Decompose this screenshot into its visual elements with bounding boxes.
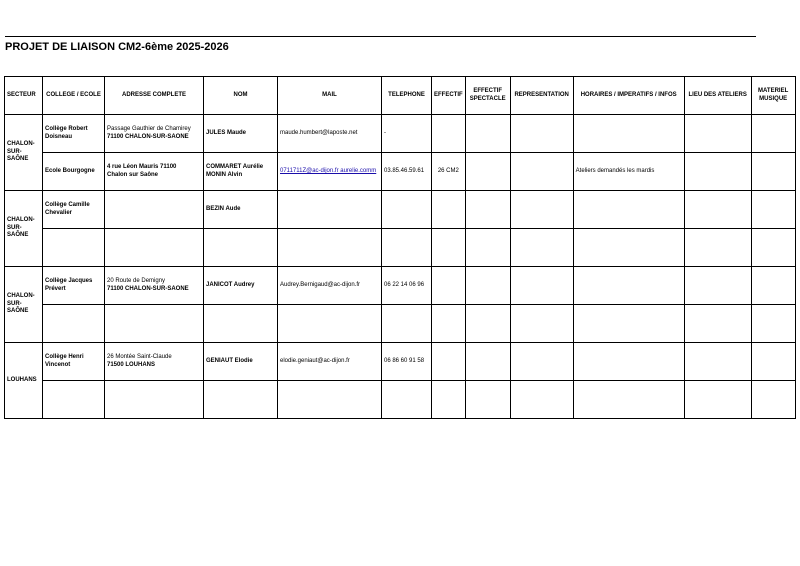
address-line-2: 71500 LOUHANS <box>107 361 156 368</box>
address-line-1: Passage Gauthier de Chamirey <box>107 126 191 132</box>
address-line-2: Chalon sur Saône <box>107 171 159 178</box>
college-cell <box>43 305 105 343</box>
representation-cell <box>510 305 573 343</box>
telephone-cell <box>382 381 432 419</box>
telephone-cell <box>382 191 432 229</box>
table-row <box>5 267 796 305</box>
lieu-cell <box>684 381 751 419</box>
effectif-spectacle-cell <box>465 153 510 191</box>
address-line-1: 26 Montée Saint-Claude <box>107 354 172 360</box>
liaison-table <box>4 76 796 419</box>
sector-cell: CHALON-SUR-SAÔNE <box>5 115 43 191</box>
effectif-spectacle-cell <box>465 191 510 229</box>
effectif-cell <box>432 115 466 153</box>
materiel-cell <box>751 153 795 191</box>
college-cell <box>43 229 105 267</box>
college-cell: Collège Camille Chevalier <box>43 191 105 229</box>
telephone-cell: - <box>382 115 432 153</box>
materiel-cell <box>751 343 795 381</box>
header-representation: REPRESENTATION <box>510 77 573 115</box>
representation-cell <box>510 381 573 419</box>
effectif-spectacle-cell <box>465 267 510 305</box>
college-cell: Collège Jacques Prévert <box>43 267 105 305</box>
mail-cell <box>278 191 382 229</box>
header-mail: MAIL <box>278 77 382 115</box>
header-effectif-spectacle: EFFECTIF SPECTACLE <box>465 77 510 115</box>
horaires-cell <box>573 229 684 267</box>
lieu-cell <box>684 191 751 229</box>
materiel-cell <box>751 267 795 305</box>
header-college: COLLEGE / ECOLE <box>43 77 105 115</box>
address-line-2: 71100 CHALON-SUR-SAONE <box>107 285 189 292</box>
header-row <box>5 77 796 115</box>
name-cell: COMMARET Aurélie MONIN Alvin <box>204 153 278 191</box>
name-cell <box>204 229 278 267</box>
table-row <box>5 305 796 343</box>
college-cell: Collège Henri Vincenot <box>43 343 105 381</box>
materiel-cell <box>751 115 795 153</box>
table-row <box>5 153 796 191</box>
mail-cell <box>278 381 382 419</box>
address-cell <box>105 153 204 191</box>
horaires-cell <box>573 115 684 153</box>
header-horaires: HORAIRES / IMPERATIFS / INFOS <box>573 77 684 115</box>
lieu-cell <box>684 153 751 191</box>
name-cell: JULES Maude <box>204 115 278 153</box>
mail-cell: maude.humbert@laposte.net <box>278 115 382 153</box>
representation-cell <box>510 115 573 153</box>
header-secteur: SECTEUR <box>5 77 43 115</box>
name-cell <box>204 381 278 419</box>
telephone-cell: 06 22 14 06 96 <box>382 267 432 305</box>
college-cell: Ecole Bourgogne <box>43 153 105 191</box>
mail-cell: Audrey.Bernigaud@ac-dijon.fr <box>278 267 382 305</box>
materiel-cell <box>751 229 795 267</box>
effectif-cell <box>432 229 466 267</box>
address-cell <box>105 229 204 267</box>
page-title: PROJET DE LIAISON CM2-6ème 2025-2026 <box>5 41 229 53</box>
college-cell: Collège Robert Doisneau <box>43 115 105 153</box>
header-lieu: LIEU DES ATELIERS <box>684 77 751 115</box>
horaires-cell <box>573 267 684 305</box>
telephone-cell: 03.85.46.59.61 <box>382 153 432 191</box>
materiel-cell <box>751 191 795 229</box>
sector-cell: CHALON-SUR-SAÔNE <box>5 191 43 267</box>
header-effectif: EFFECTIF <box>432 77 466 115</box>
lieu-cell <box>684 267 751 305</box>
table-row <box>5 343 796 381</box>
name-cell <box>204 305 278 343</box>
lieu-cell <box>684 115 751 153</box>
top-rule <box>5 36 756 37</box>
address-line-1: 20 Route de Demigny <box>107 278 166 284</box>
effectif-cell: 26 CM2 <box>432 153 466 191</box>
horaires-cell <box>573 191 684 229</box>
address-cell <box>105 191 204 229</box>
sector-cell: LOUHANS <box>5 343 43 419</box>
header-materiel: MATERIEL MUSIQUE <box>751 77 795 115</box>
header-telephone: TELEPHONE <box>382 77 432 115</box>
address-line-2: 71100 CHALON-SUR-SAONE <box>107 133 189 140</box>
address-cell <box>105 343 204 381</box>
representation-cell <box>510 153 573 191</box>
horaires-cell <box>573 305 684 343</box>
header-adresse: ADRESSE COMPLETE <box>105 77 204 115</box>
table-row <box>5 229 796 267</box>
mail-cell: elodie.geniaut@ac-dijon.fr <box>278 343 382 381</box>
lieu-cell <box>684 305 751 343</box>
college-cell <box>43 381 105 419</box>
sector-cell: CHALON-SUR-SAÔNE <box>5 267 43 343</box>
lieu-cell <box>684 229 751 267</box>
table-row <box>5 115 796 153</box>
horaires-cell <box>573 343 684 381</box>
address-cell <box>105 381 204 419</box>
representation-cell <box>510 229 573 267</box>
address-cell <box>105 305 204 343</box>
effectif-cell <box>432 191 466 229</box>
effectif-cell <box>432 305 466 343</box>
name-cell: GENIAUT Elodie <box>204 343 278 381</box>
table-row <box>5 381 796 419</box>
mail-cell <box>278 153 382 191</box>
effectif-spectacle-cell <box>465 381 510 419</box>
horaires-cell <box>573 381 684 419</box>
telephone-cell <box>382 229 432 267</box>
horaires-cell: Ateliers demandés les mardis <box>573 153 684 191</box>
mail-cell <box>278 229 382 267</box>
table-row <box>5 191 796 229</box>
effectif-spectacle-cell <box>465 115 510 153</box>
telephone-cell: 06 86 60 91 58 <box>382 343 432 381</box>
effectif-spectacle-cell <box>465 229 510 267</box>
lieu-cell <box>684 343 751 381</box>
address-cell <box>105 267 204 305</box>
materiel-cell <box>751 305 795 343</box>
materiel-cell <box>751 381 795 419</box>
representation-cell <box>510 343 573 381</box>
name-cell: BEZIN Aude <box>204 191 278 229</box>
representation-cell <box>510 191 573 229</box>
name-cell: JANICOT Audrey <box>204 267 278 305</box>
header-nom: NOM <box>204 77 278 115</box>
representation-cell <box>510 267 573 305</box>
address-line-1: 4 rue Léon Mauris 71100 <box>107 164 177 170</box>
address-cell <box>105 115 204 153</box>
effectif-spectacle-cell <box>465 305 510 343</box>
effectif-spectacle-cell <box>465 343 510 381</box>
mail-link[interactable]: 0711711Z@ac-dijon.fr aurelie.comm <box>280 167 377 174</box>
telephone-cell <box>382 305 432 343</box>
mail-cell <box>278 305 382 343</box>
effectif-cell <box>432 381 466 419</box>
effectif-cell <box>432 343 466 381</box>
effectif-cell <box>432 267 466 305</box>
